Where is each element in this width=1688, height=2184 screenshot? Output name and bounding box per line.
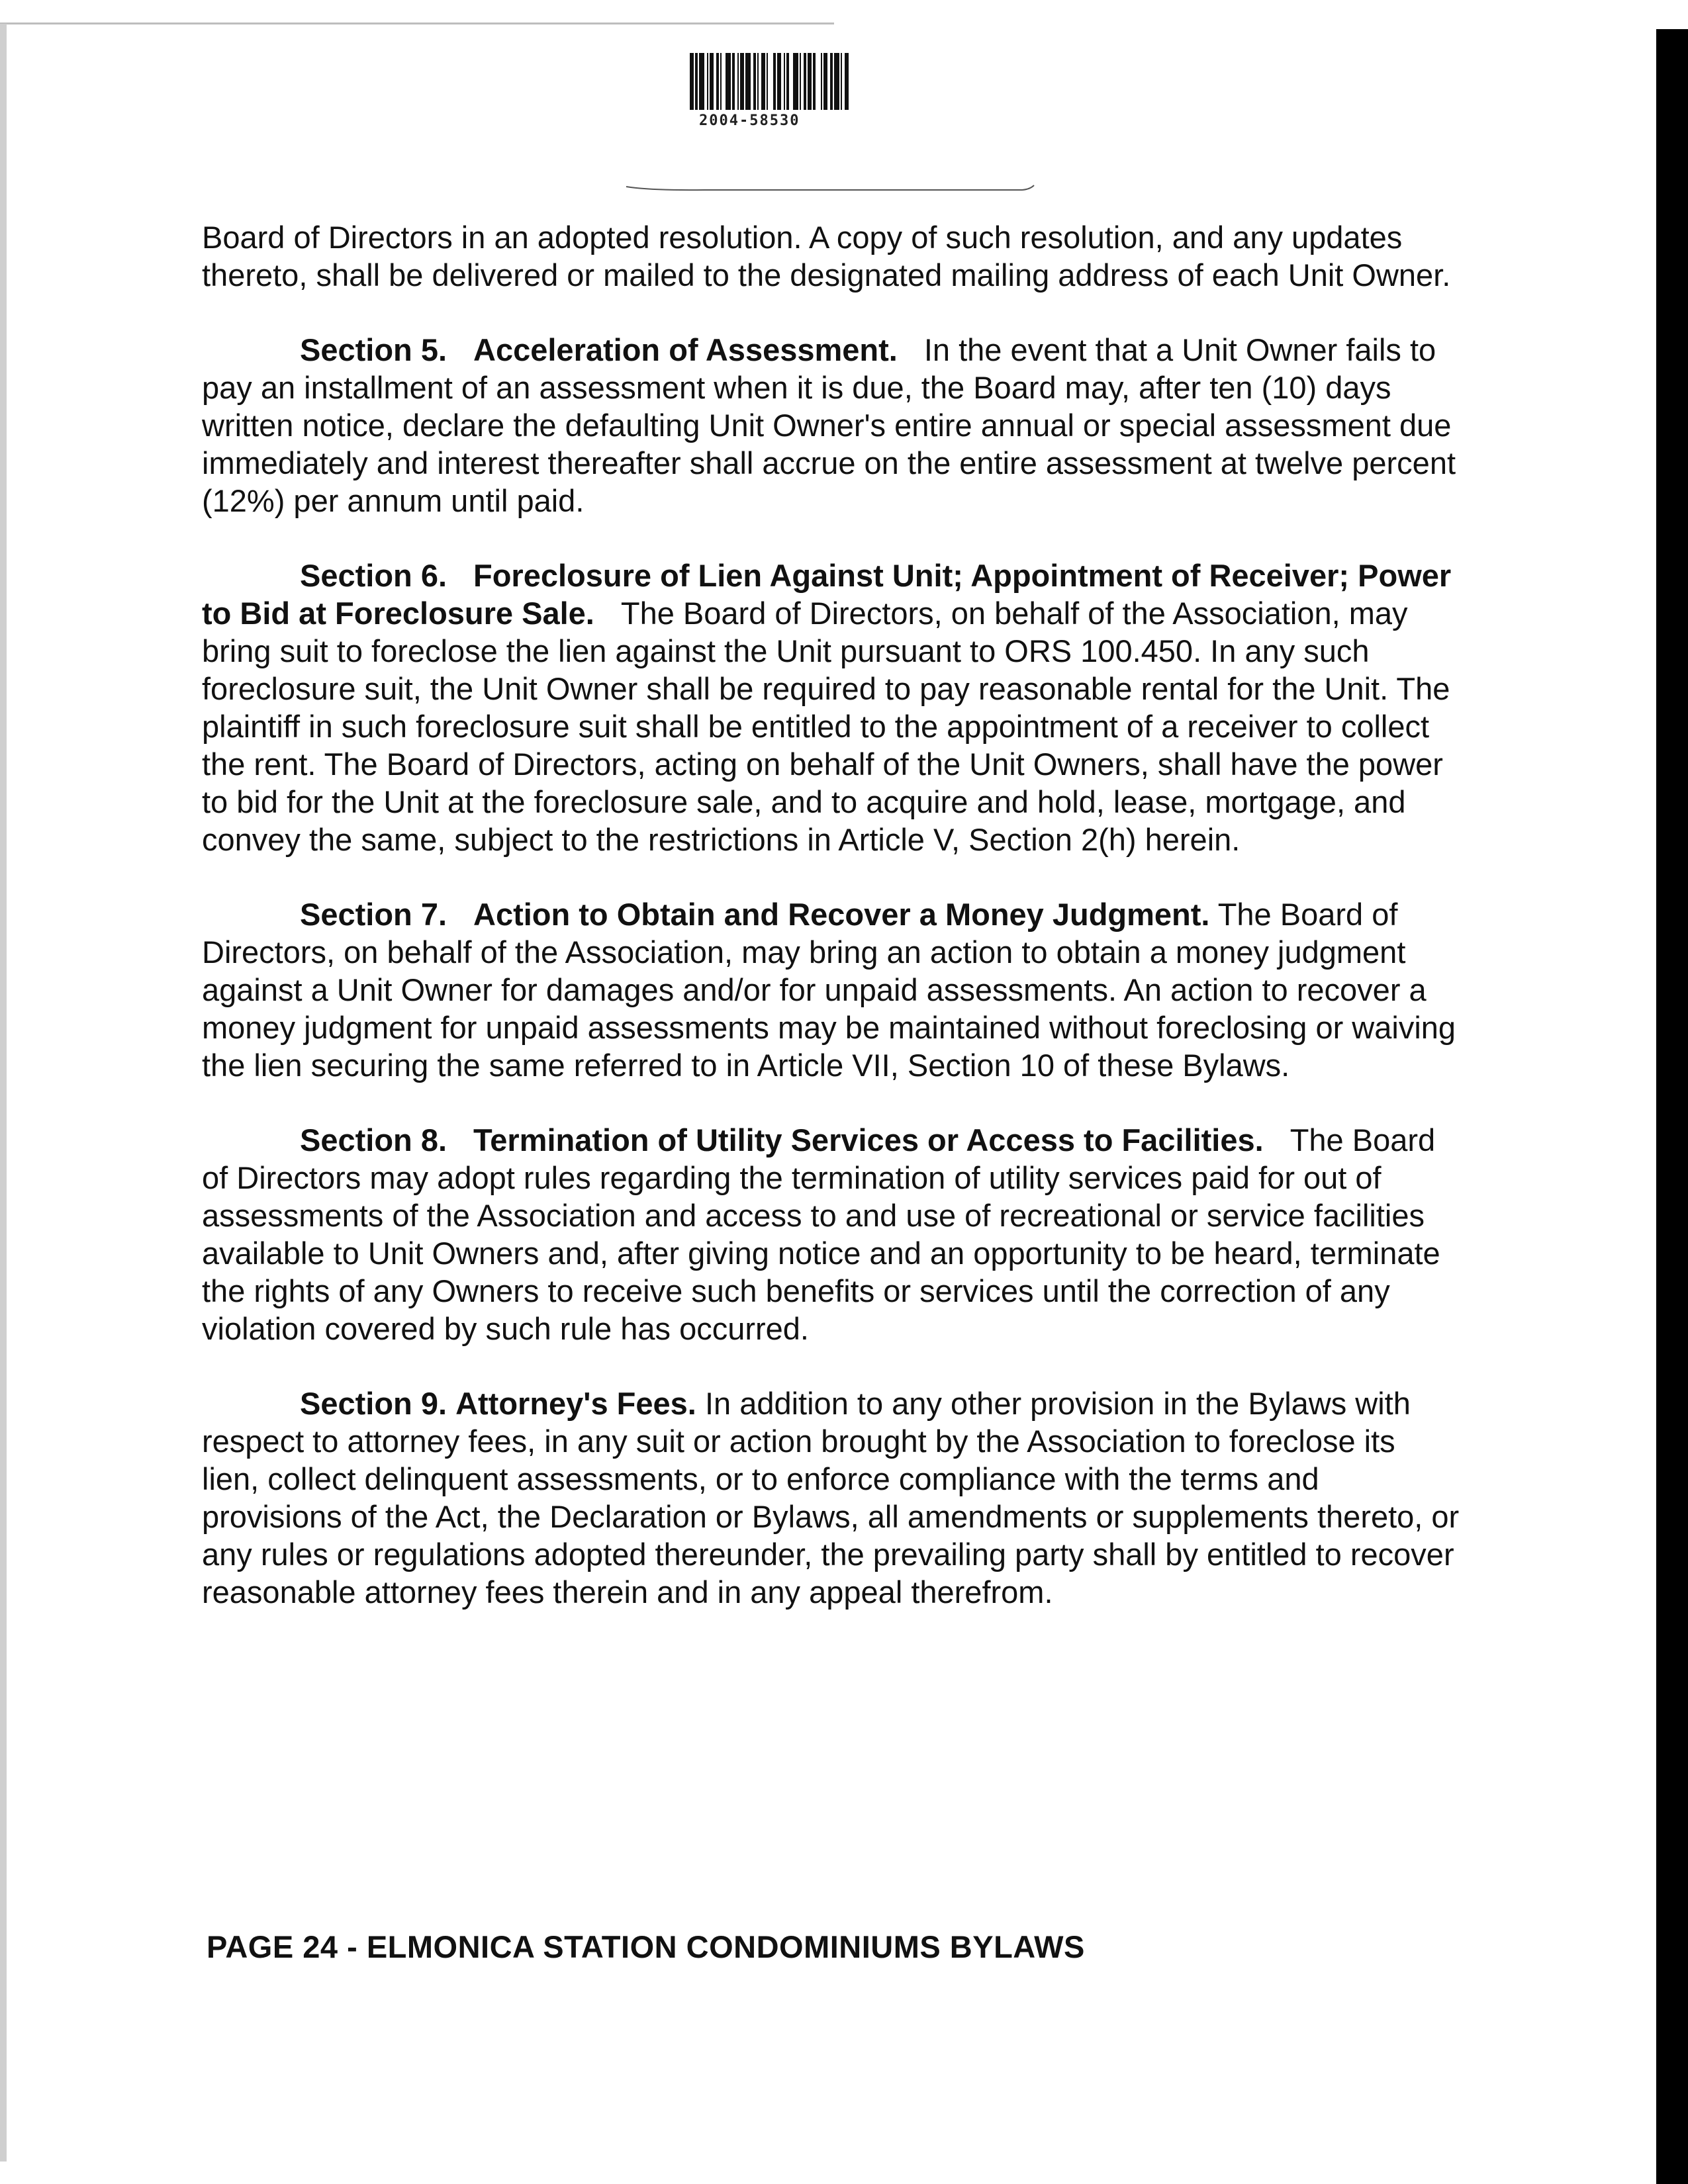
barcode-bar (745, 53, 751, 110)
barcode-bar (720, 53, 722, 110)
barcode-bar (695, 53, 698, 110)
section-6-paragraph (202, 557, 1460, 858)
barcode-bar (841, 53, 842, 110)
section-6-body: The Board of Directors, on behalf of the Association, may bring suit to foreclose the lien against the Unit pursuant to ORS 100.450. In any such foreclosure suit, the Unit Owner shall be required to pay reasonable rental for the Unit. The plaintiff in such foreclosure suit shall be entitled to the appointment of a receiver to collect the rent. The Board of Directors, acting on behalf of the Unit Owners, shall have the power to bid for the Unit at the foreclosure sale, and to acquire and hold, lease, mortgage, and convey the same, subject to the restrictions in Article V, Section 2(h) herein. (202, 596, 1450, 857)
barcode-bar (716, 53, 719, 110)
section-7-title: Action to Obtain and Recover a Money Judgment. (473, 897, 1210, 932)
handwritten-underline (625, 184, 1035, 193)
barcode-bar (726, 53, 731, 110)
barcode-bar (786, 53, 789, 110)
section-5-paragraph (202, 331, 1460, 520)
recording-barcode (688, 53, 993, 129)
barcode-bar (690, 53, 694, 110)
barcode-bar (784, 53, 785, 110)
section-5-number: Section 5. (300, 332, 447, 367)
section-7-number: Section 7. (300, 897, 447, 932)
barcode-bar (813, 53, 816, 110)
section-6-number: Section 6. (300, 558, 447, 593)
barcode-bar (804, 53, 806, 110)
section-8-number: Section 8. (300, 1122, 447, 1158)
section-8-title: Termination of Utility Services or Access to Facilities. (473, 1122, 1264, 1158)
barcode-bar (773, 53, 776, 110)
section-9-body: In addition to any other provision in the Bylaws with respect to attorney fees, in any suit or action brought by the Association to foreclose its lien, collect delinquent assessments, or to enforce compliance with the terms and provisions of the Act, the Declaration or Bylaws, all amendments or supplements thereto, or any rules or regulations adopted thereunder, the prevailing party shall by entitled to recover reasonable attorney fees therein and in any appeal therefrom. (202, 1386, 1460, 1610)
section-7-body: The Board of Directors, on behalf of the Association, may bring an action to obtain a money judgment against a Unit Owner for damages and/or for unpaid assessments. An action to recover a money judgment for unpaid assessments may be maintained without foreclosing or waiving the lien securing the same referred to in Article VII, Section 10 of these Bylaws. (202, 897, 1456, 1083)
barcode-bar (830, 53, 833, 110)
barcode-bar (699, 53, 704, 110)
barcode-bar (821, 53, 822, 110)
barcode-bar (761, 53, 765, 110)
barcode-bar (757, 53, 759, 110)
section-5-body: In the event that a Unit Owner fails to pay an installment of an assessment when it is due, the Board may, after ten (10) days written notice, declare the defaulting Unit Owner's entire annual or special assessment due immediately and interest thereafter shall accrue on the entire assessment at twelve percent (12%) per annum until paid. (202, 332, 1456, 518)
barcode-bar (800, 53, 801, 110)
section-8-body: The Board of Directors may adopt rules regarding the termination of utility services paid for out of assessments of the Association and access to and use of recreational or service facilities available to Unit Owners and, after giving notice and an opportunity to be heard, terminate the rights of any Owners to receive such benefits or services until the correction of any violation covered by such rule has occurred. (202, 1122, 1440, 1346)
recording-number: 2004-58530 (699, 113, 800, 129)
barcode-bar (732, 53, 735, 110)
section-9-paragraph (202, 1385, 1460, 1611)
page-footer: PAGE 24 - ELMONICA STATION CONDOMINIUMS BYLAWS (207, 1929, 1085, 1964)
barcode-bar (845, 53, 849, 110)
scan-left-edge (0, 24, 7, 2161)
section-9-title: Attorney's Fees. (455, 1386, 696, 1421)
barcode-bar (823, 53, 827, 110)
barcode-bar (793, 53, 798, 110)
barcode-bar (834, 53, 839, 110)
section-5-title: Acceleration of Assessment. (473, 332, 898, 367)
barcode-bar (808, 53, 812, 110)
barcode-bar (767, 53, 768, 110)
barcode-bar (707, 53, 708, 110)
section-7-paragraph (202, 895, 1460, 1084)
section-8-paragraph (202, 1121, 1460, 1347)
intro-paragraph: Board of Directors in an adopted resolution. A copy of such resolution, and any updates thereto, shall be delivered or mailed to the designated mailing address of each Unit Owner. (202, 220, 1451, 293)
document-body (202, 218, 1460, 1648)
barcode-bar (710, 53, 714, 110)
barcode-image (688, 53, 993, 110)
scan-top-rule (0, 23, 834, 24)
section-9-number: Section 9. (300, 1386, 447, 1421)
barcode-bar (753, 53, 756, 110)
scan-right-edge-bar (1656, 29, 1688, 2184)
barcode-bar (737, 53, 739, 110)
barcode-bar (777, 53, 781, 110)
barcode-bar (740, 53, 744, 110)
section-6-title: Foreclosure of Lien Against Unit; Appointment of Receiver; Power to Bid at Foreclosure Sale. (202, 558, 1452, 631)
